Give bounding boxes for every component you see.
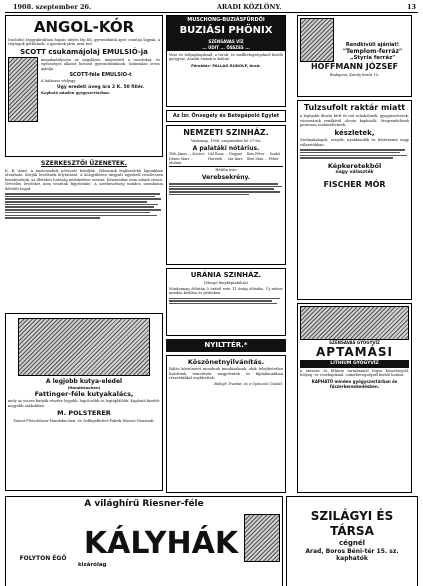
dog-food-dealer: M. POLSTERER (57, 409, 111, 418)
buziasi-tag: ... UDIT ... ÖSSZES ... (167, 44, 285, 51)
aptamasi-lithium: LITHIUM GYÓGYVÍZ (300, 360, 409, 368)
dog-food-ad (5, 313, 163, 491)
editorial-title: SZERKESZTŐI ÜZENETEK. (41, 160, 127, 168)
aptamasi-sales: KAPHATÓ minden gyógyszertárban és fűszerkereskedésben. (311, 378, 398, 389)
buziasi-name: BUZIÁSI PHÖNIX (167, 24, 285, 39)
header-date: 1908. szeptember 26. (13, 3, 92, 11)
tulzsufolt-ad (297, 100, 412, 300)
page-header (5, 3, 418, 13)
spa-illustration (300, 306, 409, 340)
templom-ferraz-ad (297, 15, 412, 97)
scott-notice: Kapható minden gyógyszertárban. (41, 91, 111, 96)
szilagyi-sub: cégnél (338, 539, 366, 548)
riesner-ad (5, 496, 283, 586)
urania-text: Mindennap délután 5 órától este 11 óráig előadás. Új műsor minden kedden és pénteken. (169, 286, 283, 296)
buziasi-text: Vese és hólyagbajoknál, a torok- és mellbetegségeknél kiváló gyógyvíz. Asztali víznek is kitűnő. (169, 52, 283, 62)
tulzs-right2: nagy választék (335, 169, 374, 175)
theatre-date: Vasárnap, 1908. szeptember hó 27-én: (190, 139, 262, 144)
dog-food-text: mely az összes kutyák részére legjobb, legolcsóbb és legtáplálóbb. Kapható kisebb-nagyobb zsákokban. (8, 399, 160, 408)
thanks-title: Köszönetnyilvánítás. (187, 358, 265, 367)
dog-food-dealer-text: Patent-Fleischfaser-Hundekuchen- és Geflügelfutter-Fabrik Wiener-Neustadt. (13, 418, 155, 423)
riesner-name: FOLYTON ÉGŐ (19, 554, 67, 562)
urania-theatre (166, 268, 286, 336)
cast-line: Horváth ... Vas Imre (208, 156, 243, 161)
theatre-title: NEMZETI SZINHÁZ. (183, 128, 269, 138)
scott-body: megakadályozza az angolkórt, megerősíti a csontokat, és egészséges alkatot biztosít gyermekeinknek. Számtalan orvos ajánlja. (41, 57, 160, 71)
angol-kor-ad (5, 15, 163, 157)
buziasi-ad (166, 15, 286, 107)
aptamasi-ad (297, 303, 412, 493)
scott-caption: A halászos védjegy (41, 79, 76, 84)
editorial-text: K. B. Arad. A tanácsnokok névsorát közöljük. Válaszunk legközelebb lapunkban olvasható. Kérjük levelének folytatását. A közgyűlésen tárgyalt ügyekről részletesen beszámolunk, az illetékes hatóság intézkedése szerint. Kéziratokat nem adunk vissza. Névtelen leveleket nem veszünk figyelembe. A szerkesztőség minden szombaton délelőtt fogad. (5, 168, 163, 191)
theatre-next: Hétfőn este (215, 168, 237, 173)
cast-line: Dénes Mari ... Molnár (169, 156, 194, 165)
national-theatre (166, 125, 286, 265)
cast-line: Gál Ilona ... Nagyné (208, 152, 243, 157)
buziasi-sales: Főraktár: PALLAG RUDOLF, Arad. (191, 62, 261, 68)
urania-sub: (Mozgó fényképszínház) (203, 281, 249, 286)
riesner-top: A világhírű Riesner-féle (84, 499, 204, 510)
szilagyi-ad (286, 496, 418, 586)
angol-kor-intro: (rachitis) leggyakrabban fogzás idején lép föl, gyermekünk apró csontjai lágyak, a végtagok görbülnek, a gyermek járni nem tud. (8, 37, 160, 47)
thanks-text: Hálás köszönetet mondunk mindazoknak, akik felejthetetlen halottunk temetésén megjelentek és fájdalmunkban részvétükkel enyhítettek. (169, 367, 283, 381)
column-right (289, 15, 412, 493)
stove-illustration (244, 514, 280, 562)
column-middle (166, 15, 286, 493)
izr-notice: Az Ízr. Önsegély és Betegápoló Egylet (166, 110, 286, 122)
szilagyi-name: SZILÁGYI ÉS TÁRSA (310, 509, 394, 539)
buziasi-sub: SZÉNSAVAS VÍZ (167, 39, 285, 44)
aptamasi-name: APTAMÁSI (316, 345, 393, 360)
hoffmann-addr: Budapest, Károly-körút 10. (329, 73, 380, 78)
hoffmann-name: HOFFMANN JÓZSEF (310, 62, 399, 72)
riesner-big: KÁLYHÁK (83, 525, 239, 561)
dog-illustration (18, 318, 150, 376)
fischer-name: FISCHER MÓR (323, 179, 386, 189)
header-page-number: 13 (406, 3, 416, 11)
fisherman-illustration (8, 57, 38, 122)
thanks-sign: Balogh Tivadar, és a Gyászoló Család. (214, 381, 283, 386)
theatre-play: A palatáki nótárius. (192, 144, 260, 152)
aptamasi-top: SZÉNSAVAS GYÓGYVÍZ (329, 340, 380, 346)
tulzs-size: készletek, (334, 128, 375, 137)
tulzs-text: a legújabb divatú férfi és női ruhakelmék, gyapjúszövetek, vászonáruk rendkívül olcsón kaphatók. Megrendelések pontosan eszközöltetnek. (300, 114, 409, 128)
nyiltter-header: NYILTTÉR.* (166, 339, 286, 352)
theatre-cast (169, 152, 283, 165)
bottom-ads (5, 496, 418, 586)
aptamasi-text: a szénsav és lithium tartalmánál fogva köszvénynél, hólyag- és vesebajoknál, cukorbetegségnél kiváló hatású. (300, 368, 409, 378)
column-left (5, 15, 163, 493)
scott-brand: SCOTT-féle EMULSIO-t (69, 72, 132, 79)
cast-line: Tóth János ... Kovács (169, 152, 205, 157)
editorial-notices (5, 160, 163, 310)
dog-food-sub: (Hundekuchen) (67, 384, 101, 390)
thanks-notice (166, 355, 286, 493)
dog-food-product: Fattinger-féle kutyakalács, (34, 390, 134, 399)
dog-food-title: A legjobb kutya-eledel (45, 378, 123, 386)
header-paper: ARADI KÖZLÖNY. (216, 3, 282, 11)
theatre-play2: Verebsekrény. (201, 173, 251, 181)
buziasi-top: MUSCHONG-BUZIÁSFÜRDŐI (167, 16, 285, 24)
tulzs-extra: Szalmakalapok, ernyők, nyakkendők és fehérnemű nagy választékban. (300, 138, 409, 147)
church-illustration (300, 18, 334, 62)
rt-a: Rendkívüli ajánlat! (345, 41, 400, 48)
tulzs-right: Képkeretekből (327, 161, 382, 170)
rt-b: "Templom-ferráz" (342, 47, 403, 55)
angol-kor-title: ANGOL-KÓR (33, 18, 135, 37)
scott-price: Ugy eredeti üveg ára 2 K. 50 fillér. (56, 84, 145, 90)
cast-line: Bíró Sára ... Fehér (247, 156, 279, 161)
rt-c: „Styria ferráz" (349, 55, 396, 62)
urania-title: URÁNIA SZINHÁZ. (190, 271, 262, 280)
scott-title: SCOTT csukamájolaj EMULSIÓ-ja (20, 47, 148, 56)
riesner-sub: kizárólag (78, 562, 107, 569)
cast-line: Kiss Péter ... Szabó (247, 152, 281, 157)
tulzs-title: Tulzsufolt raktár miatt (303, 103, 406, 113)
szilagyi-addr: Arad, Boros Béni-tér 15. sz. kaphatók (305, 547, 399, 563)
